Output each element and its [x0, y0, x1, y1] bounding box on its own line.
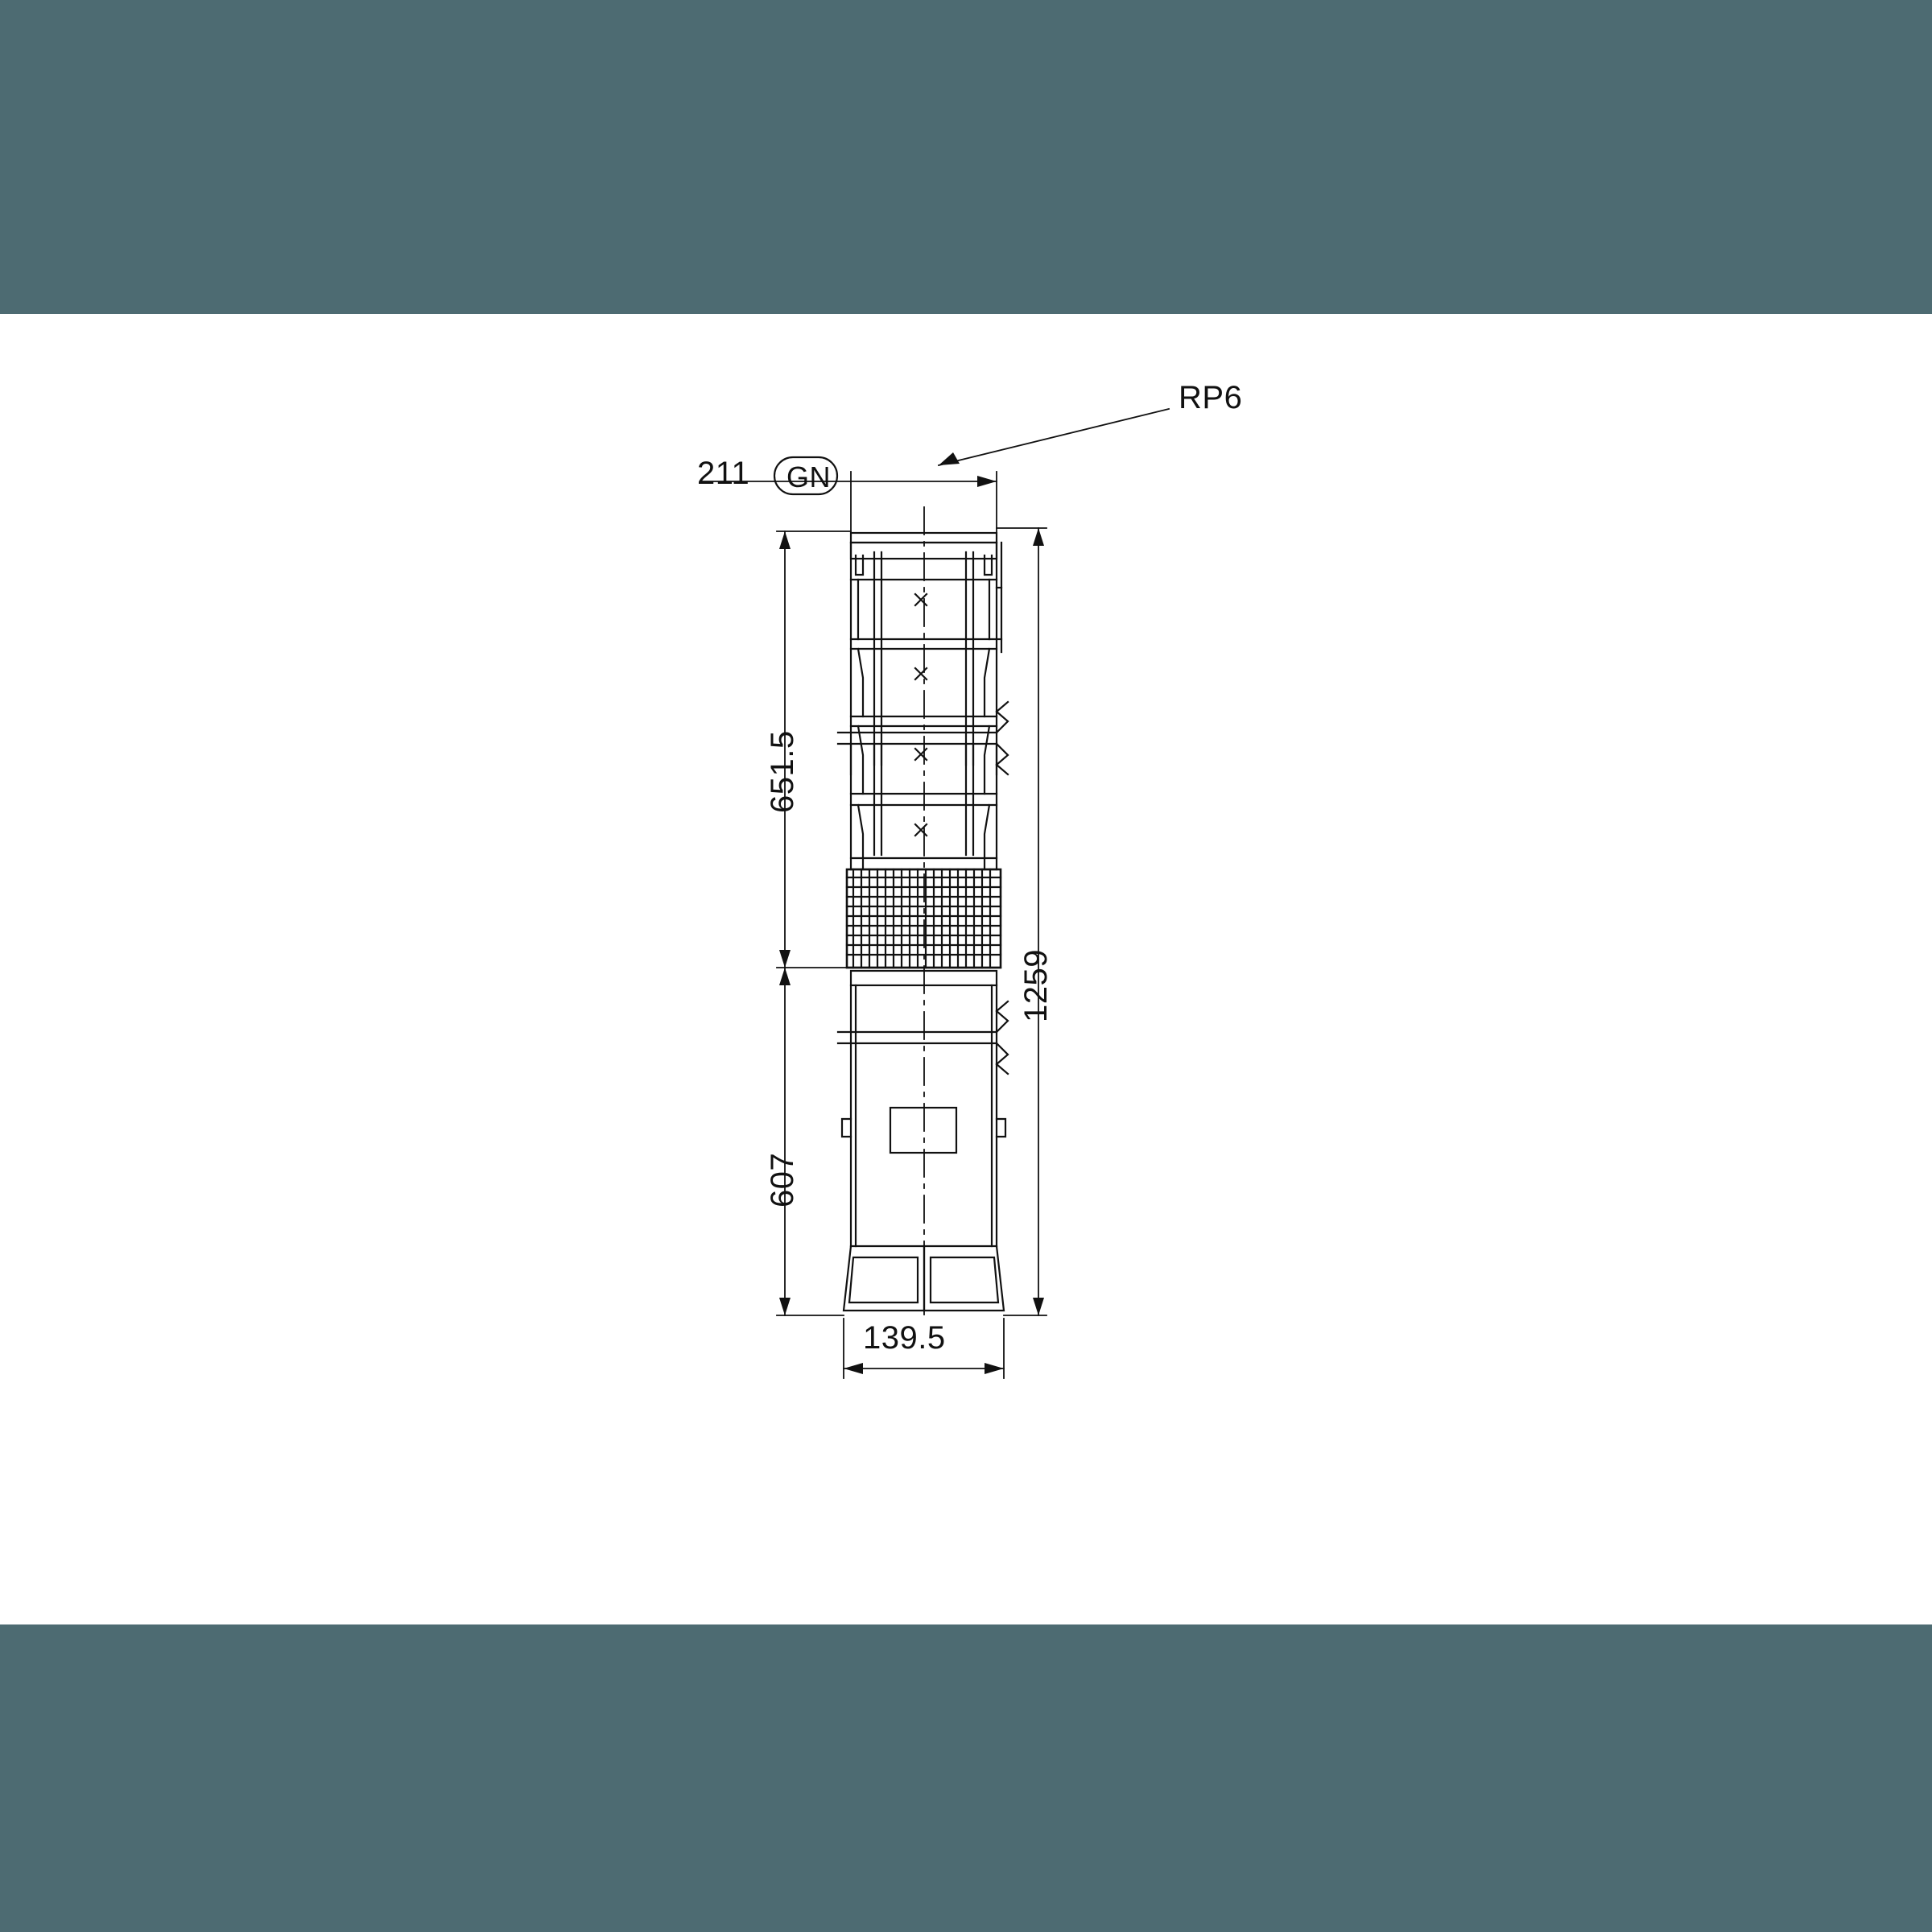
- label-211: 211: [697, 456, 750, 491]
- label-651-5: 651.5: [765, 730, 800, 813]
- label-1259: 1259: [1018, 949, 1054, 1022]
- bottom-letterbox-band: [0, 1624, 1932, 1932]
- label-rp6: RP6: [1179, 380, 1243, 415]
- break-line-lower: [838, 1001, 1008, 1074]
- pump-upper-body: [851, 533, 1001, 774]
- label-139-5: 139.5: [863, 1320, 946, 1356]
- label-gn: GN: [786, 460, 831, 493]
- dim-1259: [997, 528, 1046, 1315]
- drawing-svg: [0, 314, 1932, 1624]
- motor-body: [838, 968, 1008, 1311]
- label-607: 607: [765, 1152, 800, 1208]
- top-letterbox-band: [0, 0, 1932, 314]
- motor-nameplate: [890, 1108, 956, 1153]
- leader-rp6: [939, 409, 1169, 465]
- dim-607: [777, 968, 844, 1315]
- technical-drawing: [0, 314, 1932, 1624]
